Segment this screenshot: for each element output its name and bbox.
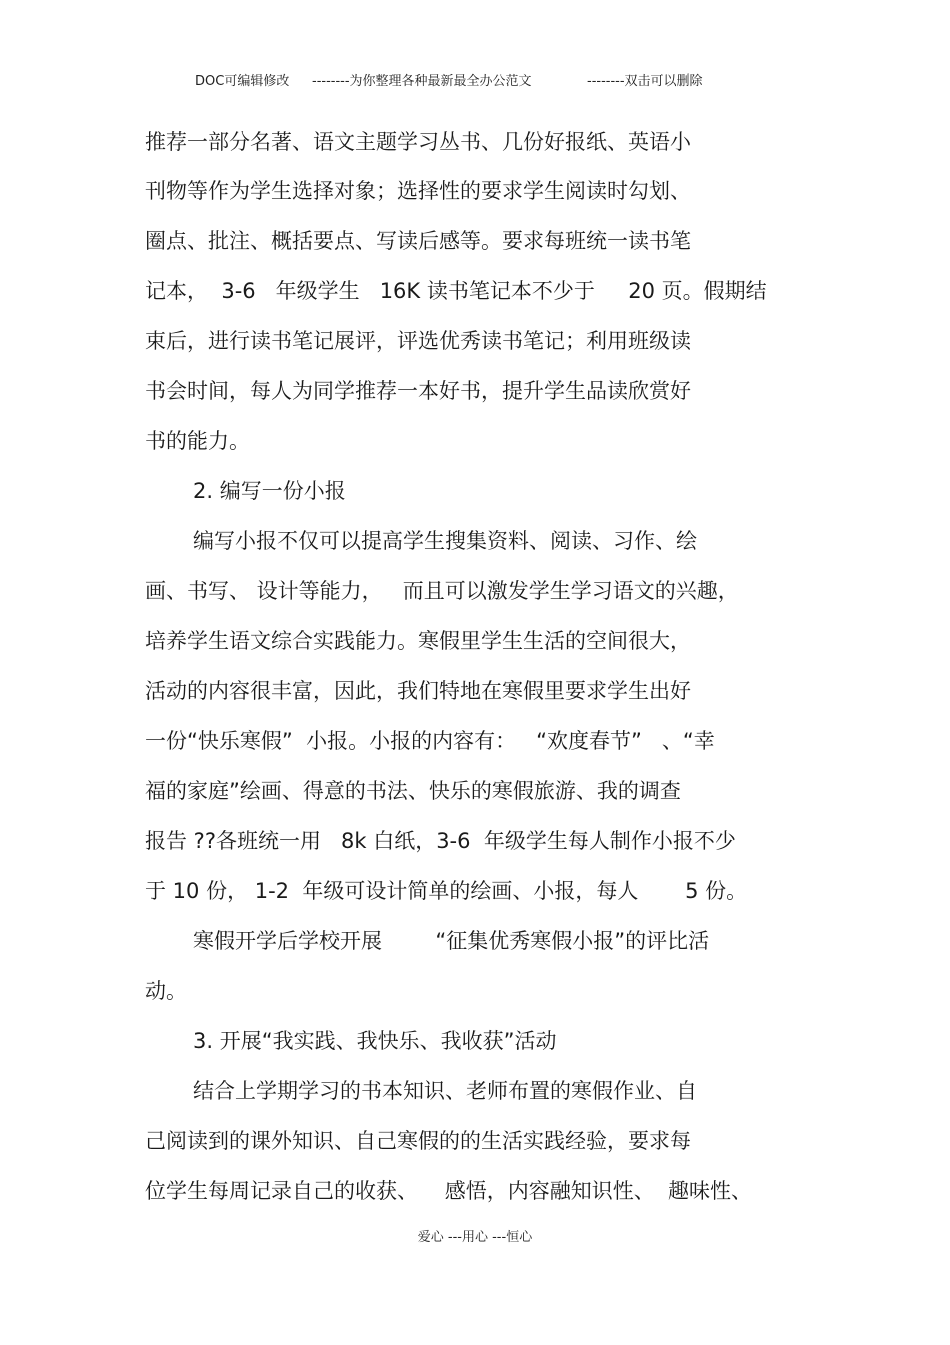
text-line: 圈点、批注、概括要点、写读后感等。要求每班统一读书笔 [145,229,691,253]
paragraph-start: 编写小报不仅可以提高学生搜集资料、阅读、习作、绘 [193,529,697,553]
text-line: 培养学生语文综合实践能力。寒假里学生生活的空间很大， [145,629,691,653]
text-line: 束后，进行读书笔记展评，评选优秀读书笔记；利用班级读 [145,329,691,353]
page-footer: 爱心 ---用心 ---恒心 [417,1230,533,1245]
text-line: 活动的内容很丰富，因此，我们特地在寒假里要求学生出好 [145,679,691,703]
text-line: 于 10 份， 1-2 年级可设计简单的绘画、小报，每人 5 份。 [145,879,748,903]
text-line: 福的家庭”绘画、得意的书法、快乐的寒假旅游、我的调查 [145,779,681,803]
text-line: 报告 ??各班统一用 8k 白纸，3-6 年级学生每人制作小报不少 [145,829,736,853]
text-line: 记本， 3-6 年级学生 16K 读书笔记本不少于 20 页。假期结 [145,279,767,303]
section-heading-2: 2. 编写一份小报 [193,479,346,503]
text-line: 书的能力。 [145,429,250,453]
text-line: 刊物等作为学生选择对象；选择性的要求学生阅读时勾划、 [145,179,691,203]
text-line: 位学生每周记录自己的收获、 感悟，内容融知识性、 趣味性、 [145,1179,753,1203]
header-slogan: --------为你整理各种最新最全办公范文 [312,74,532,89]
text-line: 书会时间，每人为同学推荐一本好书，提升学生品读欣赏好 [145,379,691,403]
text-line: 动。 [145,979,187,1003]
text-line: 一份“快乐寒假” 小报。小报的内容有： “欢度春节” 、“幸 [145,729,715,753]
text-line: 己阅读到的课外知识、自己寒假的的生活实践经验，要求每 [145,1129,691,1153]
header-doc-label: DOC可编辑修改 [195,74,290,89]
header-delete-hint: --------双击可以删除 [587,74,703,89]
text-line: 画、书写、 设计等能力， 而且可以激发学生学习语文的兴趣， [145,579,739,603]
section-heading-3: 3. 开展“我实践、我快乐、我收获”活动 [193,1029,557,1053]
text-line: 推荐一部分名著、语文主题学习丛书、几份好报纸、英语小 [145,130,691,154]
paragraph-start: 结合上学期学习的书本知识、老师布置的寒假作业、自 [193,1079,697,1103]
paragraph-start: 寒假开学后学校开展 “征集优秀寒假小报”的评比活 [193,929,710,953]
